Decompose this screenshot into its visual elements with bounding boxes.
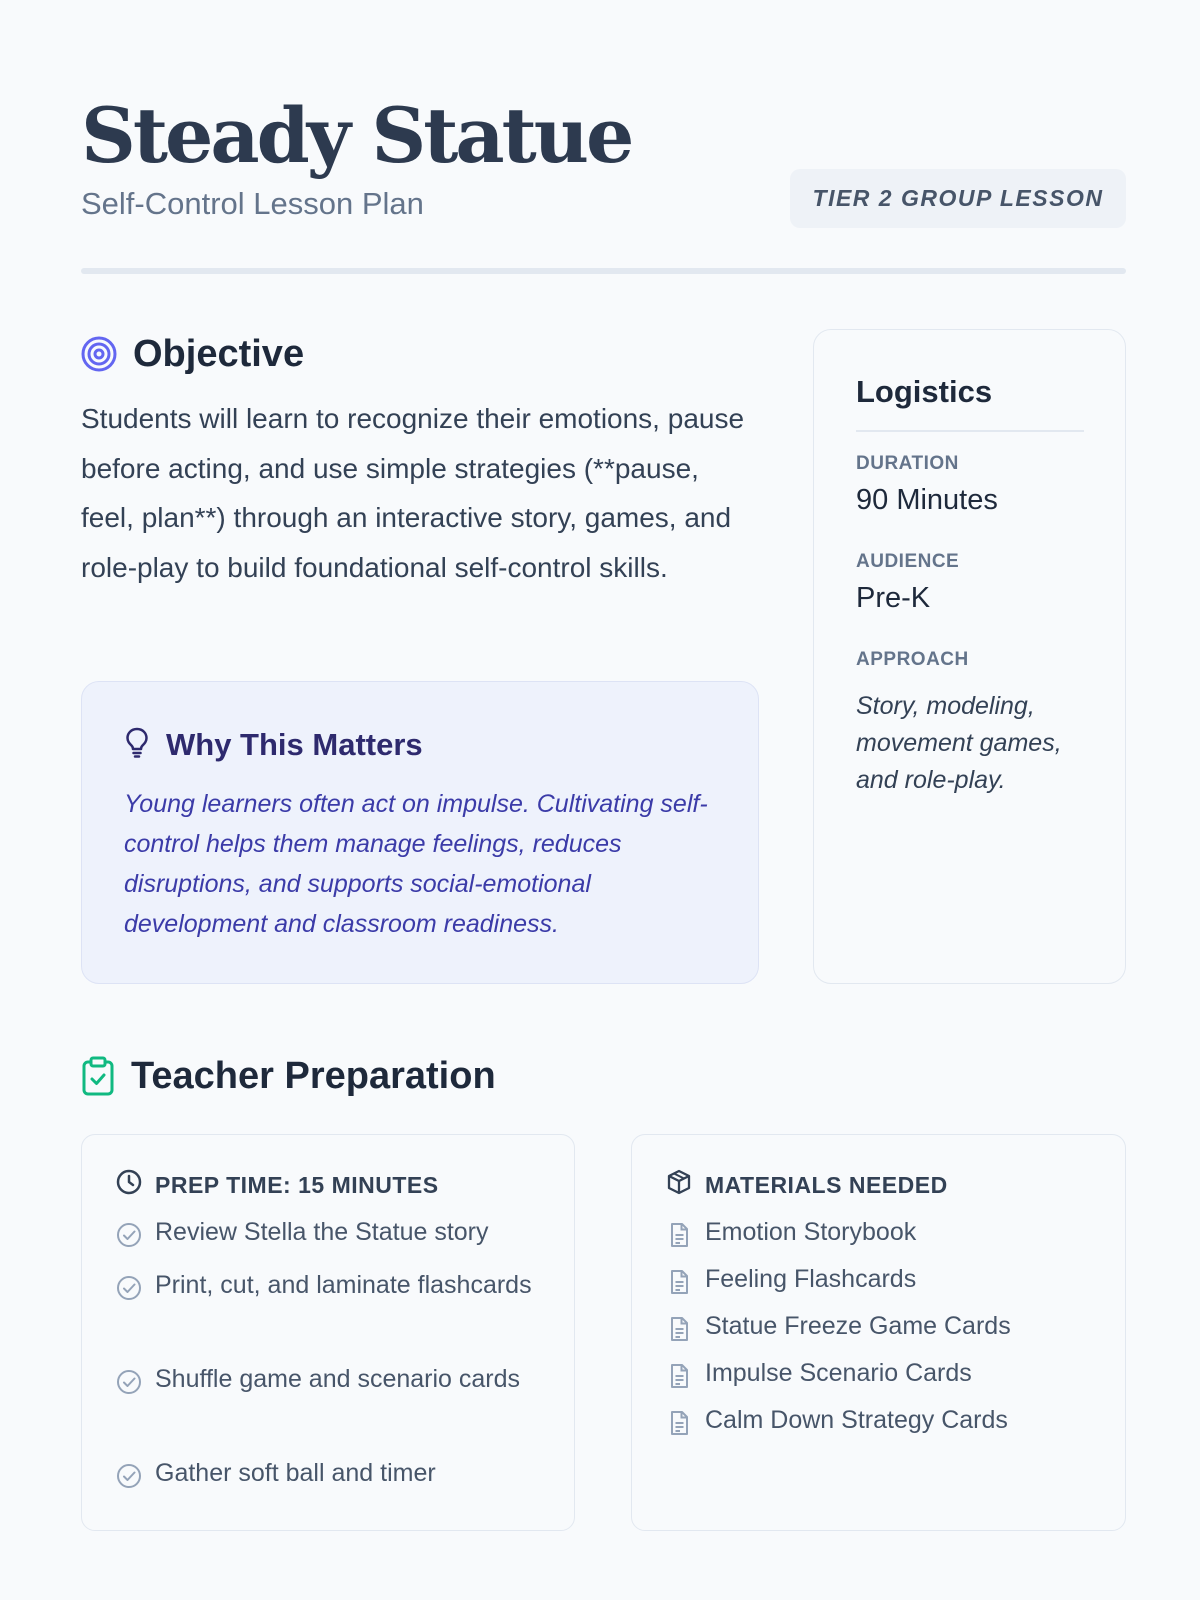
- tier-badge: TIER 2 GROUP LESSON: [790, 169, 1126, 228]
- prep-time-heading-row: [116, 1169, 439, 1200]
- material-item-text: Calm Down Strategy Cards: [705, 1406, 1008, 1434]
- logistics-divider: [856, 430, 1084, 432]
- material-item-text: Emotion Storybook: [705, 1218, 917, 1246]
- prep-item-text: Review Stella the Statue story: [155, 1218, 489, 1246]
- approach-value: Story, modeling, movement games, and role-play.: [856, 692, 1062, 794]
- clipboard-check-icon: [81, 1056, 115, 1096]
- why-text: Young learners often act on impulse. Cultivating self-control helps them manage feelings, reduces disruptions, and supports social-emotional development and classroom readiness.: [124, 790, 708, 938]
- why-this-matters-box: [81, 681, 759, 984]
- prep-time-card: [81, 1134, 575, 1531]
- material-item: [666, 1313, 1095, 1347]
- prep-item: [116, 1219, 545, 1253]
- prep-time-label: PREP TIME: 15 MINUTES: [155, 1171, 439, 1198]
- logistics-card: [813, 329, 1126, 984]
- prep-item-text: Print, cut, and laminate flashcards: [155, 1271, 532, 1299]
- page-title: Steady Statue: [81, 91, 632, 180]
- document-icon: [666, 1219, 692, 1253]
- material-item-text: Impulse Scenario Cards: [705, 1359, 972, 1387]
- duration-value: 90 Minutes: [856, 484, 998, 516]
- prep-item: [116, 1366, 545, 1400]
- preparation-heading-row: [81, 1054, 496, 1098]
- header-divider: [81, 268, 1126, 274]
- check-circle-icon: [116, 1272, 142, 1306]
- lightbulb-icon: [124, 726, 150, 763]
- prep-item-text: Gather soft ball and timer: [155, 1459, 436, 1487]
- approach-label: APPROACH: [856, 649, 969, 670]
- material-item-text: Statue Freeze Game Cards: [705, 1312, 1011, 1340]
- lesson-plan-page: [81, 0, 1126, 1600]
- material-item: [666, 1266, 1095, 1300]
- objective-heading: Objective: [133, 333, 305, 375]
- check-circle-icon: [116, 1460, 142, 1494]
- materials-label: MATERIALS NEEDED: [705, 1171, 948, 1198]
- prep-item-text: Shuffle game and scenario cards: [155, 1365, 521, 1393]
- document-icon: [666, 1360, 692, 1394]
- logistics-heading: Logistics: [856, 374, 993, 409]
- materials-card: [631, 1134, 1126, 1531]
- material-item: [666, 1407, 1095, 1441]
- prep-item: [116, 1460, 545, 1494]
- audience-label: AUDIENCE: [856, 551, 960, 572]
- objective-text: Students will learn to recognize their emotions, pause before acting, and use simple strategies (**pause, feel, plan**) through an interactive story, games, and role-play to build foundational self-control skills.: [81, 403, 745, 583]
- document-icon: [666, 1313, 692, 1347]
- material-item: [666, 1360, 1095, 1394]
- why-heading-row: [124, 726, 423, 763]
- package-icon: [666, 1169, 692, 1200]
- objective-heading-row: [81, 332, 304, 376]
- document-icon: [666, 1266, 692, 1300]
- prep-item: [116, 1272, 545, 1306]
- document-icon: [666, 1407, 692, 1441]
- audience-value: Pre-K: [856, 582, 931, 614]
- page-subtitle: Self-Control Lesson Plan: [81, 186, 424, 221]
- target-icon: [81, 336, 117, 372]
- material-item: [666, 1219, 1095, 1253]
- preparation-heading: Teacher Preparation: [131, 1055, 496, 1097]
- check-circle-icon: [116, 1366, 142, 1400]
- clock-icon: [116, 1169, 142, 1200]
- why-heading: Why This Matters: [166, 726, 423, 762]
- duration-label: DURATION: [856, 453, 959, 474]
- material-item-text: Feeling Flashcards: [705, 1265, 917, 1293]
- materials-heading-row: [666, 1169, 948, 1200]
- check-circle-icon: [116, 1219, 142, 1253]
